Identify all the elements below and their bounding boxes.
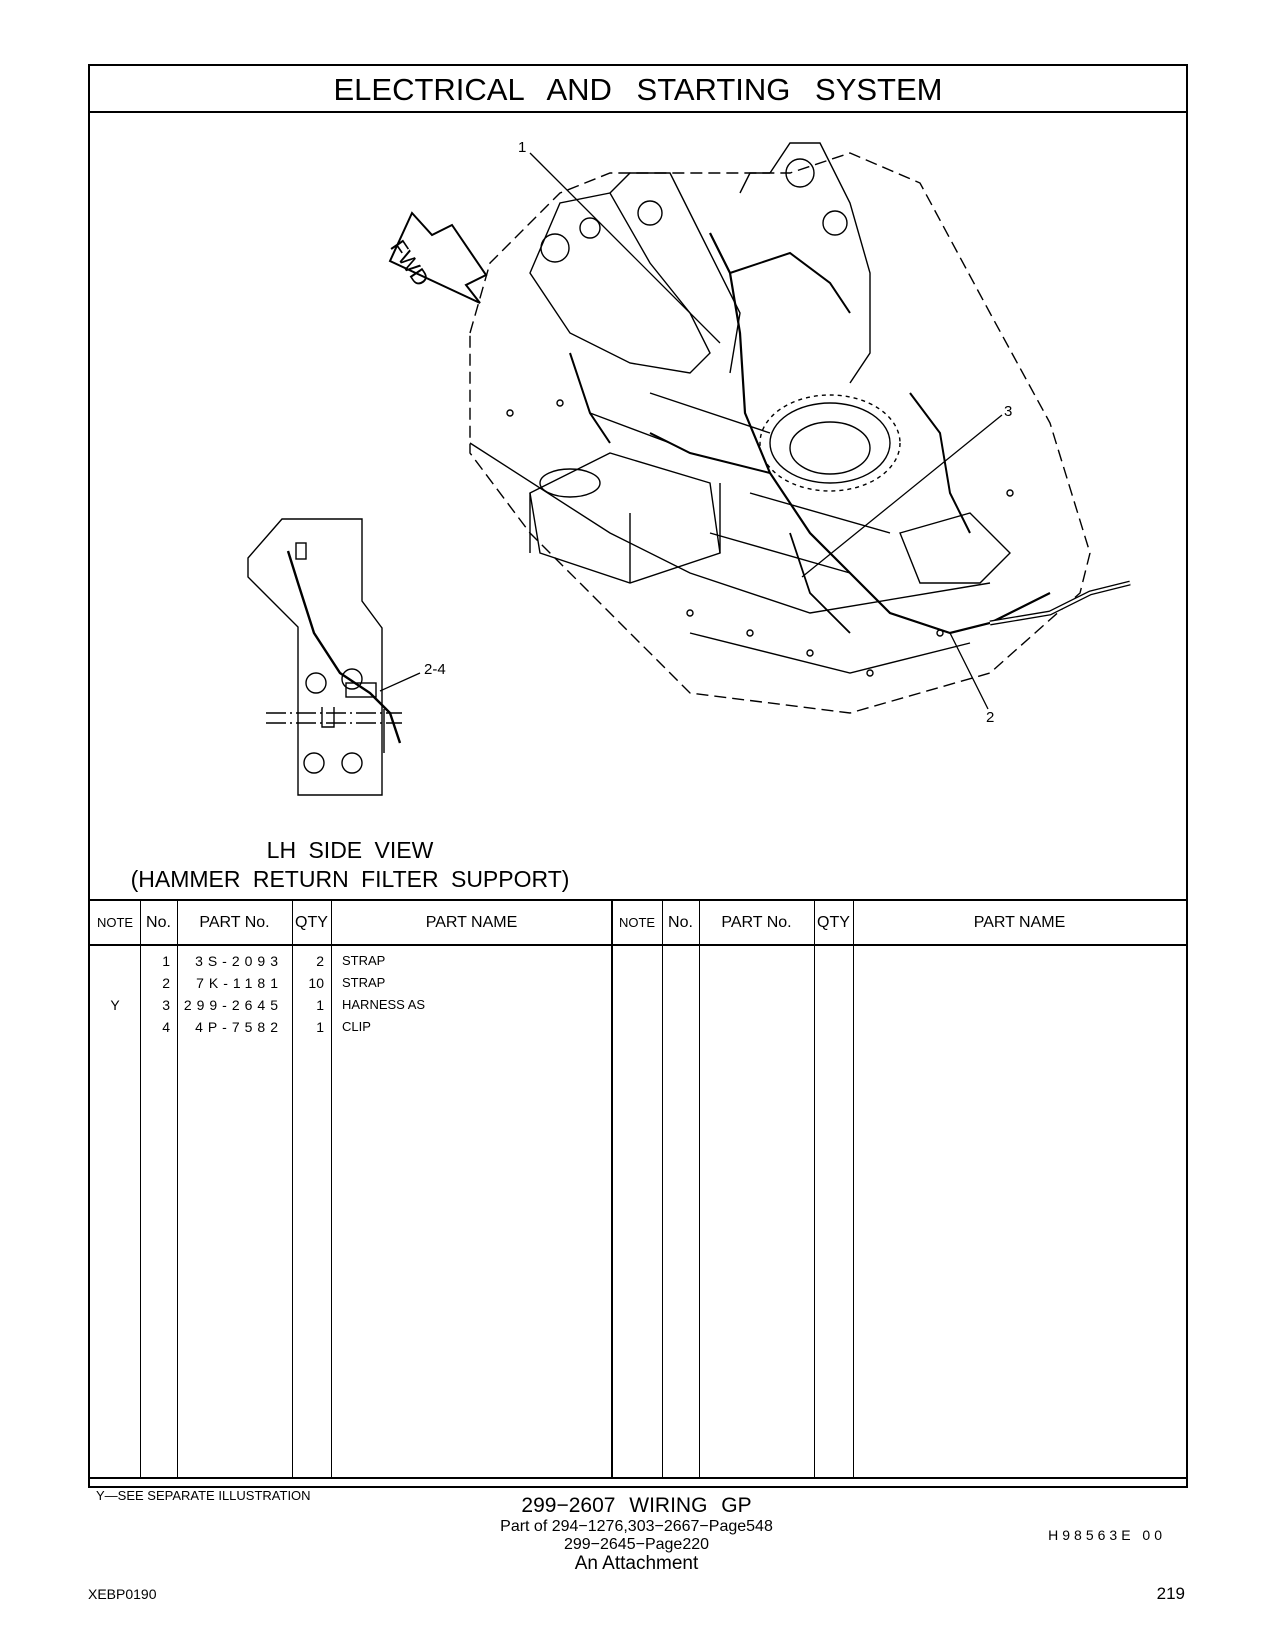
row-qty: 10: [308, 975, 324, 991]
column-divider: [699, 899, 700, 1477]
row-note: Y: [110, 997, 120, 1013]
view-label-line-1: LH SIDE VIEW: [266, 837, 434, 863]
section-title: ELECTRICAL AND STARTING SYSTEM: [90, 66, 1186, 113]
row-note: [90, 1016, 140, 1038]
table-bottom-rule: [90, 1477, 1186, 1479]
header-note-right: NOTE: [618, 915, 656, 930]
header-no-right: No.: [668, 914, 693, 931]
callout-1: 1: [518, 139, 527, 156]
column-divider: [331, 899, 332, 1477]
view-caption: [110, 836, 590, 894]
row-qty: 1: [316, 997, 324, 1013]
row-part-name: CLIP: [342, 1019, 371, 1034]
row-part-no: 7K-1181: [196, 975, 283, 991]
view-label-line-2: (HAMMER RETURN FILTER SUPPORT): [130, 866, 570, 892]
header-part-name-left: PART NAME: [425, 914, 518, 931]
row-qty: 2: [316, 953, 324, 969]
row-part-name: STRAP: [342, 953, 386, 968]
row-item-no: 2: [162, 975, 170, 991]
column-divider: [611, 899, 613, 1477]
document-id: XEBP0190: [88, 1586, 157, 1602]
caption-part-of: Part of 294−1276,303−2667−Page548: [500, 1518, 773, 1535]
caption-group-title: 299−2607 WIRING GP: [521, 1494, 752, 1517]
header-part-name-right: PART NAME: [973, 914, 1066, 931]
row-qty: 1: [316, 1019, 324, 1035]
row-part-no: 4P-7582: [195, 1019, 283, 1035]
group-caption: [0, 1494, 1273, 1574]
parts-illustration: [90, 113, 1186, 899]
row-note: [90, 972, 140, 994]
row-part-no: 299-2645: [183, 997, 283, 1013]
column-divider: [662, 899, 663, 1477]
row-part-name: HARNESS AS: [342, 997, 426, 1012]
column-divider: [814, 899, 815, 1477]
callout-3: 3: [1004, 403, 1013, 420]
callout-2: 2: [986, 709, 995, 726]
header-part-no-right: PART No.: [721, 914, 792, 931]
column-divider: [853, 899, 854, 1477]
parts-table-header: [90, 899, 1186, 946]
row-item-no: 1: [162, 953, 170, 969]
callout-2-4: 2-4: [424, 661, 446, 678]
caption-attachment: An Attachment: [574, 1553, 699, 1574]
footnote: Y—SEE SEPARATE ILLUSTRATION: [96, 1488, 311, 1503]
header-no-left: No.: [146, 914, 171, 931]
header-qty-right: QTY: [817, 914, 850, 931]
caption-reference: 299−2645−Page220: [563, 1536, 710, 1553]
header-note-left: NOTE: [96, 915, 134, 930]
drawing-number: H98563E 00: [1048, 1527, 1166, 1543]
header-part-no-left: PART No.: [199, 914, 270, 931]
wiring-diagram-drawing: [90, 113, 1186, 899]
row-item-no: 4: [162, 1019, 170, 1035]
row-part-name: STRAP: [342, 975, 386, 990]
page-number: 219: [1156, 1584, 1185, 1603]
row-note: [90, 950, 140, 972]
fwd-label: FWD: [385, 235, 435, 291]
row-item-no: 3: [162, 997, 170, 1013]
header-qty-left: QTY: [295, 914, 328, 931]
row-part-no: 3S-2093: [195, 953, 283, 969]
